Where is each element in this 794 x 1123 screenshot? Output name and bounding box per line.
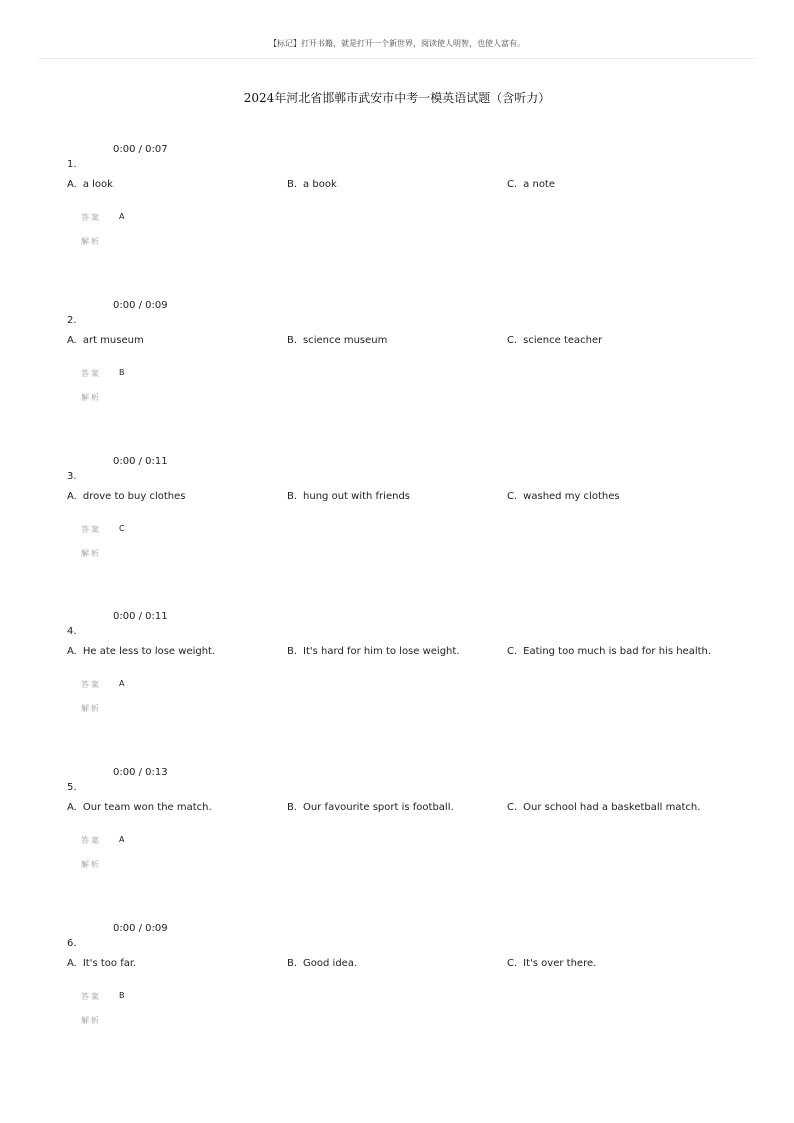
analysis-label: 解析 [81, 549, 101, 558]
option-letter: B. [287, 335, 298, 346]
question-6 [0, 923, 794, 1053]
option-letter: B. [287, 646, 298, 657]
option-letter: A. [67, 491, 77, 502]
audio-player-time[interactable]: 0:00 / 0:09 [113, 300, 168, 311]
option-text: art museum [82, 335, 144, 346]
analysis-label: 解析 [81, 393, 101, 402]
answer-value: C [119, 524, 125, 533]
option-text: It's too far. [82, 958, 137, 969]
option-a [67, 958, 136, 969]
question-1 [0, 144, 794, 274]
answer-value: A [119, 212, 125, 221]
option-c [507, 802, 700, 813]
option-letter: A. [67, 802, 77, 813]
page-title: 2024年河北省邯郸市武安市中考一模英语试题（含听力） [243, 91, 551, 105]
option-text: science teacher [523, 335, 603, 346]
option-c [507, 179, 555, 190]
option-letter: C. [507, 335, 518, 346]
option-letter: B. [287, 802, 298, 813]
question-number: 6. [67, 938, 77, 949]
audio-player-time[interactable]: 0:00 / 0:13 [113, 767, 168, 778]
question-5 [0, 767, 794, 897]
answer-label: 答案 [81, 525, 101, 534]
option-letter: C. [507, 646, 518, 657]
option-letter: B. [287, 491, 298, 502]
answer-label: 答案 [81, 836, 101, 845]
audio-player-time[interactable]: 0:00 / 0:07 [113, 144, 168, 155]
audio-player-time[interactable]: 0:00 / 0:11 [113, 611, 168, 622]
header-note: 【标记】打开书籍，就是打开一个新世界，阅读使人明智，也使人富有。 [269, 39, 525, 48]
option-a [67, 646, 215, 657]
audio-player-time[interactable]: 0:00 / 0:11 [113, 456, 168, 467]
question-number: 2. [67, 315, 77, 326]
option-b [287, 958, 357, 969]
question-number: 4. [67, 626, 77, 637]
answer-value: B [119, 368, 125, 377]
option-text: It's over there. [523, 958, 597, 969]
answer-value: B [119, 991, 125, 1000]
option-letter: A. [67, 179, 77, 190]
header-divider [38, 58, 756, 59]
option-text: It's hard for him to lose weight. [303, 646, 460, 657]
option-b [287, 646, 460, 657]
option-b [287, 335, 387, 346]
option-letter: A. [67, 958, 77, 969]
option-c [507, 646, 711, 657]
question-3 [0, 456, 794, 586]
option-text: Our school had a basketball match. [523, 802, 701, 813]
answer-value: A [119, 679, 125, 688]
answer-label: 答案 [81, 213, 101, 222]
option-a [67, 491, 185, 502]
option-b [287, 179, 337, 190]
option-a [67, 179, 113, 190]
option-letter: C. [507, 958, 518, 969]
question-number: 1. [67, 159, 77, 170]
analysis-label: 解析 [81, 237, 101, 246]
option-text: Our team won the match. [82, 802, 212, 813]
option-c [507, 491, 620, 502]
option-text: Eating too much is bad for his health. [523, 646, 712, 657]
question-4 [0, 611, 794, 741]
option-text: Good idea. [303, 958, 358, 969]
answer-label: 答案 [81, 680, 101, 689]
option-letter: C. [507, 491, 518, 502]
option-letter: B. [287, 179, 298, 190]
option-text: washed my clothes [523, 491, 620, 502]
option-text: science museum [303, 335, 388, 346]
option-a [67, 802, 212, 813]
option-a [67, 335, 144, 346]
answer-label: 答案 [81, 369, 101, 378]
analysis-label: 解析 [81, 860, 101, 869]
option-letter: B. [287, 958, 298, 969]
question-number: 5. [67, 782, 77, 793]
option-c [507, 958, 596, 969]
option-b [287, 491, 410, 502]
option-letter: A. [67, 646, 77, 657]
analysis-label: 解析 [81, 1016, 101, 1025]
option-b [287, 802, 454, 813]
option-text: a book [303, 179, 337, 190]
option-text: He ate less to lose weight. [82, 646, 216, 657]
audio-player-time[interactable]: 0:00 / 0:09 [113, 923, 168, 934]
option-letter: C. [507, 179, 518, 190]
question-2 [0, 300, 794, 430]
option-letter: A. [67, 335, 77, 346]
option-letter: C. [507, 802, 518, 813]
option-text: a look [82, 179, 113, 190]
option-text: hung out with friends [303, 491, 410, 502]
option-c [507, 335, 602, 346]
answer-label: 答案 [81, 992, 101, 1001]
answer-value: A [119, 835, 125, 844]
analysis-label: 解析 [81, 704, 101, 713]
option-text: Our favourite sport is football. [303, 802, 454, 813]
question-number: 3. [67, 471, 77, 482]
option-text: a note [523, 179, 556, 190]
option-text: drove to buy clothes [82, 491, 186, 502]
